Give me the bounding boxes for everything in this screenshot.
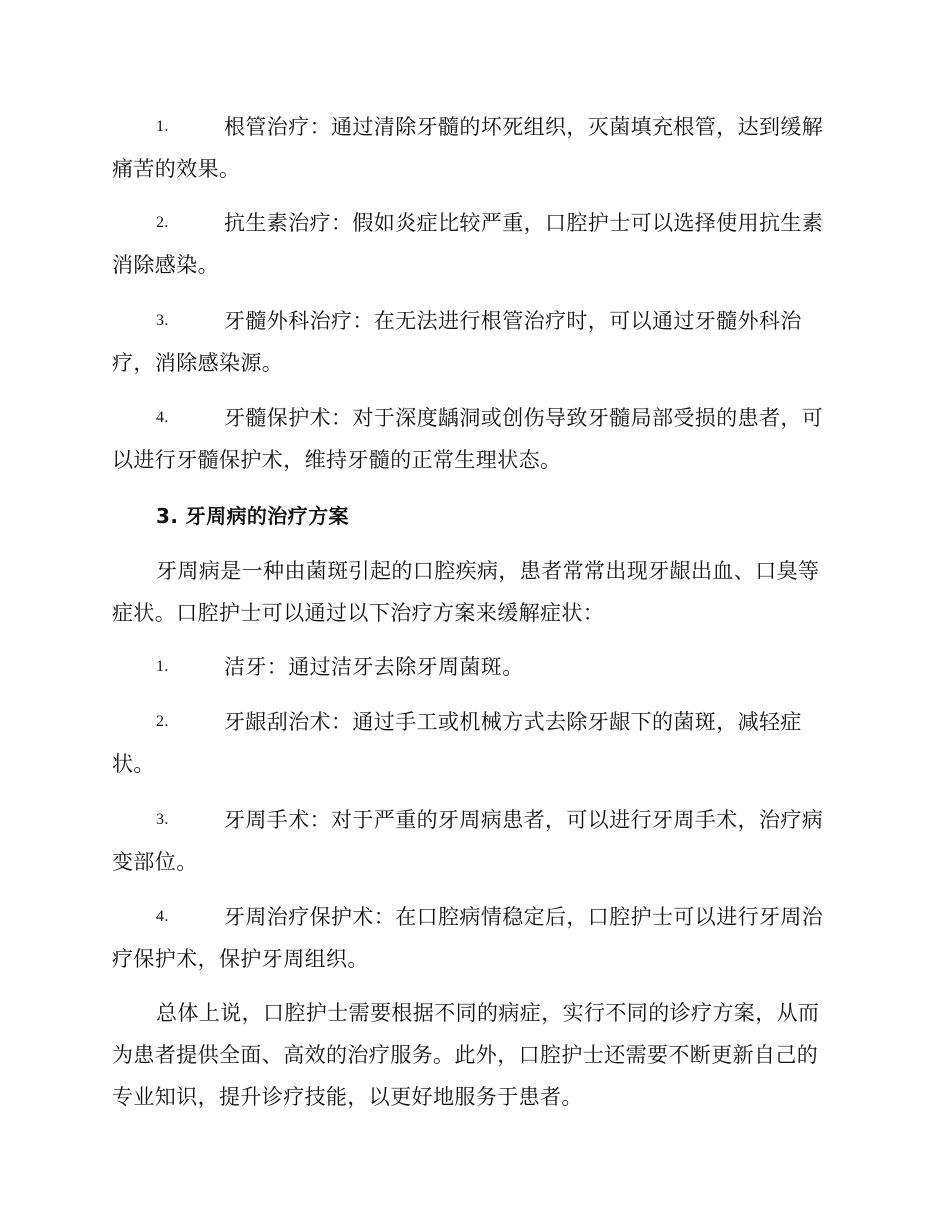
list-item-cleaning (112, 646, 837, 688)
list-number: 3. (156, 312, 169, 329)
list-item-text: 根管治疗：通过清除牙髓的坏死组织，灭菌填充根管，达到缓解痛苦的效果。 (112, 115, 824, 181)
section-heading-text: 3. 牙周病的治疗方案 (156, 504, 349, 528)
list-item-pulp-surgery (112, 300, 837, 384)
paragraph-text: 牙周病是一种由菌斑引起的口腔疾病，患者常常出现牙龈出血、口臭等症状。口腔护士可以通过以下治疗方案来缓解症状： (112, 559, 820, 625)
section-heading (112, 495, 837, 537)
list-item-text: 牙周手术：对于严重的牙周病患者，可以进行牙周手术，治疗病变部位。 (112, 808, 824, 874)
list-item-text: 牙髓外科治疗：在无法进行根管治疗时，可以通过牙髓外科治疗，消除感染源。 (112, 309, 802, 375)
list-item-scaling (112, 701, 837, 785)
list-item-text: 牙周治疗保护术：在口腔病情稳定后，口腔护士可以进行牙周治疗保护术，保护牙周组织。 (112, 905, 824, 971)
list-item-periodontal-protection (112, 896, 837, 980)
list-item-text: 洁牙：通过洁牙去除牙周菌斑。 (224, 655, 524, 679)
list-number: 1. (156, 658, 169, 675)
list-item-root-canal (112, 106, 837, 190)
list-number: 1. (156, 118, 169, 135)
list-number: 4. (156, 908, 169, 925)
intro-paragraph (112, 550, 837, 634)
paragraph-text: 总体上说，口腔护士需要根据不同的病症，实行不同的诊疗方案，从而为患者提供全面、高效的治疗服务。此外，口腔护士还需要不断更新自己的专业知识，提升诊疗技能，以更好地服务于患者。 (112, 1001, 820, 1109)
list-item-periodontal-surgery (112, 799, 837, 883)
list-number: 2. (156, 214, 169, 231)
conclusion-paragraph (112, 992, 837, 1118)
list-number: 2. (156, 713, 169, 730)
list-item-pulp-protection (112, 397, 837, 481)
list-item-text: 抗生素治疗：假如炎症比较严重，口腔护士可以选择使用抗生素消除感染。 (112, 211, 824, 277)
list-item-antibiotics (112, 202, 837, 286)
list-number: 3. (156, 811, 169, 828)
list-item-text: 牙髓保护术：对于深度龋洞或创伤导致牙髓局部受损的患者，可以进行牙髓保护术，维持牙髓的正常生理状态。 (112, 406, 824, 472)
list-number: 4. (156, 409, 169, 426)
list-item-text: 牙龈刮治术：通过手工或机械方式去除牙龈下的菌斑，减轻症状。 (112, 710, 802, 776)
